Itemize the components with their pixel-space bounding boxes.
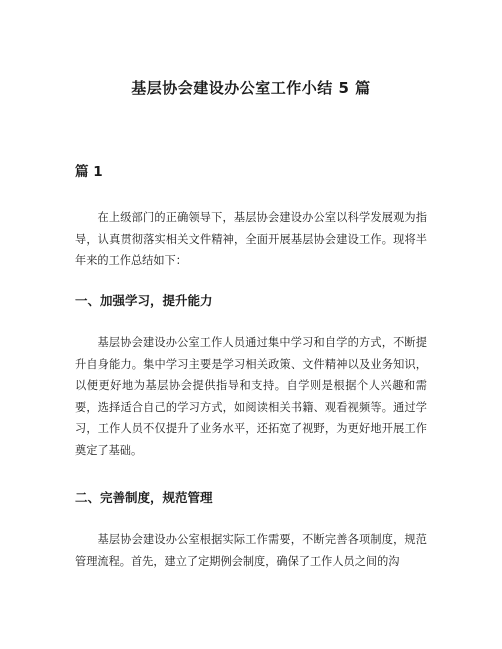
paragraph-system: 基层协会建设办公室根据实际工作需要，不断完善各项制度，规范管理流程。首先，建立了定期例会制度，确保了工作人员之间的沟 — [75, 533, 427, 568]
section-label: 篇 1 — [75, 164, 103, 180]
document-title: 基层协会建设办公室工作小结 5 篇 — [131, 79, 371, 97]
heading-improve-system: 二、完善制度，规范管理 — [75, 490, 213, 505]
intro-paragraph: 在上级部门的正确领导下，基层协会建设办公室以科学发展观为指导，认真贯彻落实相关文件精神，全面开展基层协会建设工作。现将半年来的工作总结如下： — [75, 211, 427, 268]
paragraph-learning: 基层协会建设办公室工作人员通过集中学习和自学的方式，不断提升自身能力。集中学习主要是学习相关政策、文件精神以及业务知识，以便更好地为基层协会提供指导和支持。自学则是根据个人兴趣和需要，选择适合自己的学习方式，如阅读相关书籍、观看视频等。通过学习，工作人员不仅提升了业务水平，还拓宽了视野，为更好地开展工作奠定了基础。 — [75, 336, 427, 457]
heading-strengthen-learning: 一、加强学习，提升能力 — [75, 293, 213, 308]
